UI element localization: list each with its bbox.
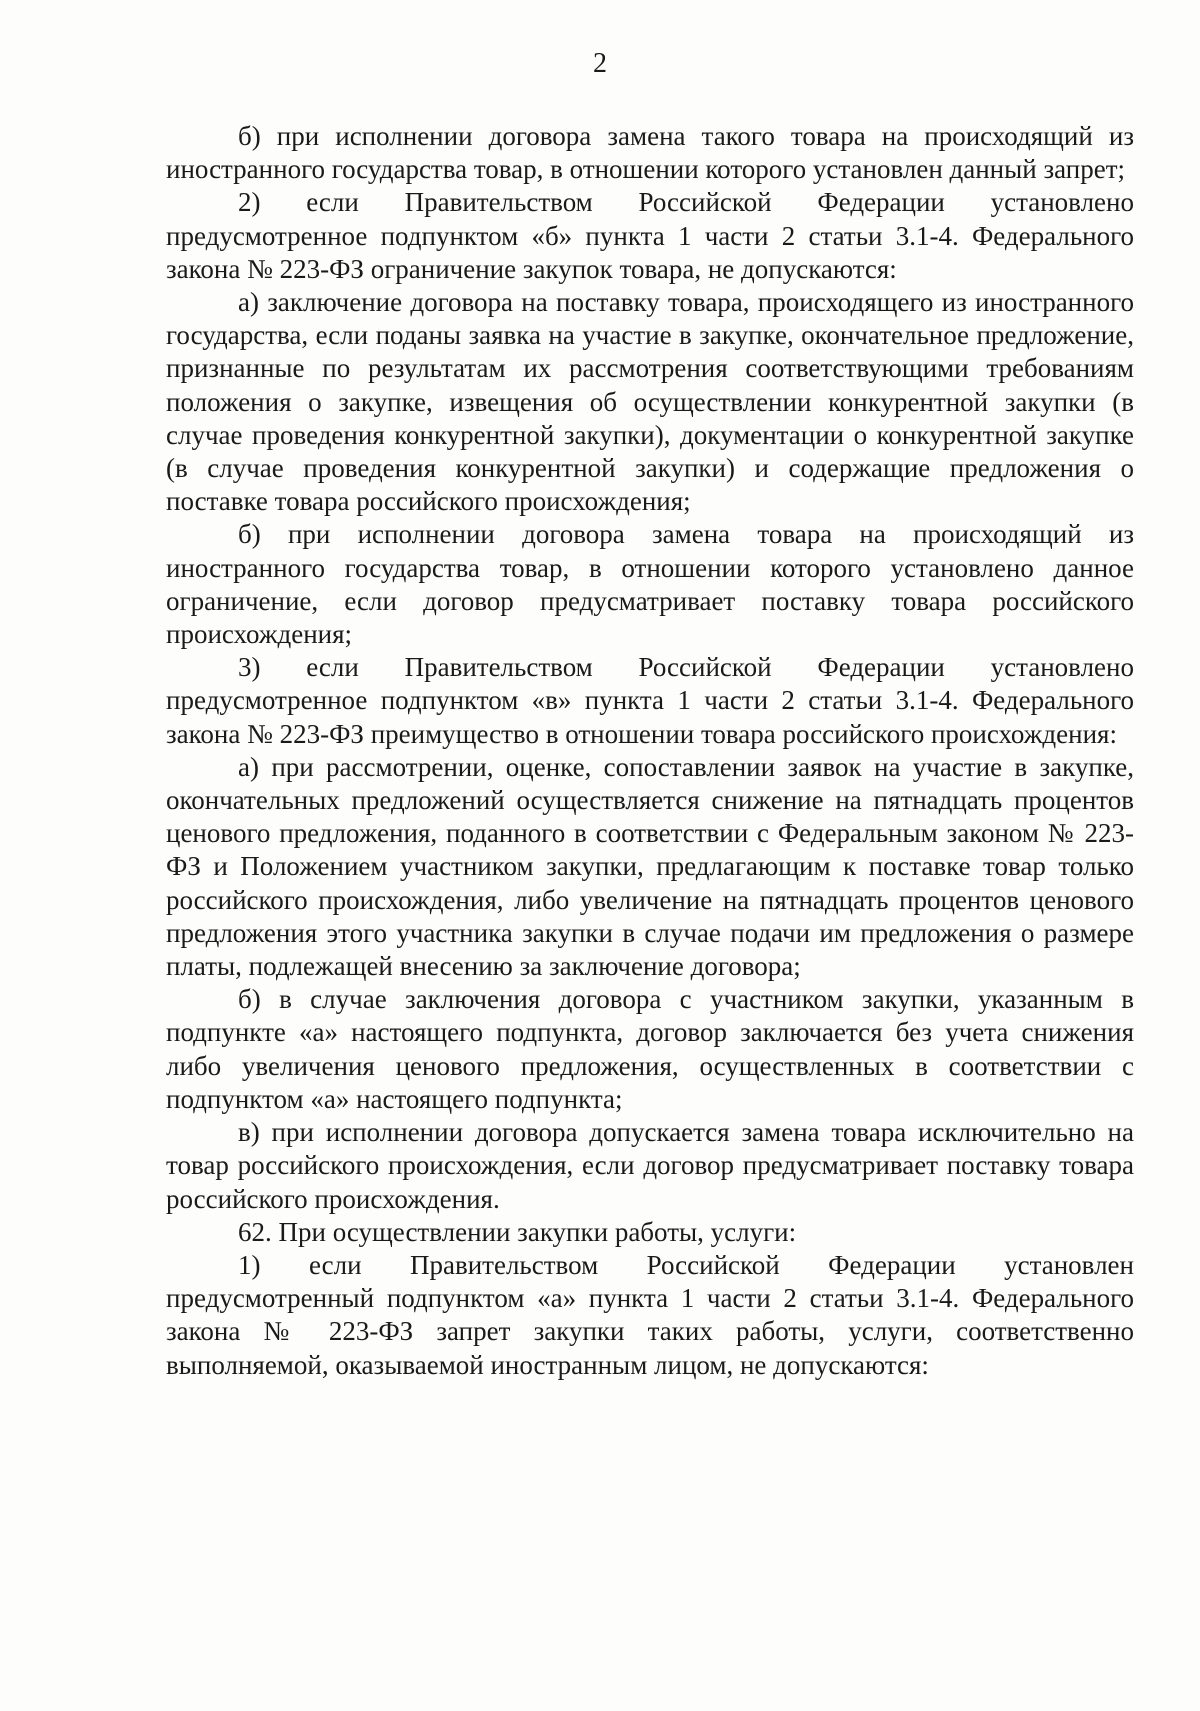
page-number: 2 xyxy=(593,48,607,79)
paragraph: б) при исполнении договора замена такого товара на происходящий из иностранного государства товар, в отношении которого установлен данный запрет; xyxy=(166,121,1134,185)
paragraph: б) при исполнении договора замена товара на происходящий из иностранного государства товар, в отношении которого установлено данное ограничение, если договор предусматривает поставку товара российского происхождения; xyxy=(166,519,1134,650)
document-body xyxy=(166,120,1134,1382)
paragraph: б) в случае заключения договора с участником закупки, указанным в подпункте «а» настоящего подпункта, договор заключается без учета снижения либо увеличения ценового предложения, осуществленных в соответствии с подпунктом «а» настоящего подпункта; xyxy=(166,984,1134,1114)
paragraph: а) при рассмотрении, оценке, сопоставлении заявок на участие в закупке, окончательных предложений осуществляется снижение на пятнадцать процентов ценового предложения, поданного в соответствии с Федеральным законом № 223-ФЗ и Положением участником закупки, предлагающим к поставке товар только российского происхождения, либо увеличение на пятнадцать процентов ценового предложения этого участника закупки в случае подачи им предложения о размере платы, подлежащей внесению за заключение договора; xyxy=(166,751,1134,982)
paragraph: 1) если Правительством Российской Федерации установлен предусмотренный подпунктом «а» пункта 1 части 2 статьи 3.1-4. Федерального закона № 223-ФЗ запрет закупки таких работы, услуги, соответственно выполняемой, оказываемой иностранным лицом, не допускаются: xyxy=(166,1249,1134,1380)
paragraph: 3) если Правительством Российской Федерации установлено предусмотренное подпунктом «в» пункта 1 части 2 статьи 3.1-4. Федерального закона № 223-ФЗ преимущество в отношении товара российского происхождения: xyxy=(166,652,1134,749)
paragraph: 2) если Правительством Российской Федерации установлено предусмотренное подпунктом «б» пункта 1 части 2 статьи 3.1-4. Федерального закона № 223-ФЗ ограничение закупок товара, не допускаются: xyxy=(166,187,1134,284)
paragraph: в) при исполнении договора допускается замена товара исключительно на товар российского происхождения, если договор предусматривает поставку товара российского происхождения. xyxy=(166,1117,1134,1214)
paragraph: 62. При осуществлении закупки работы, услуги: xyxy=(238,1216,797,1247)
paragraph: а) заключение договора на поставку товара, происходящего из иностранного государства, если поданы заявка на участие в закупке, окончательное предложение, признанные по результатам их рассмотрения соответствующими требованиям положения о закупке, извещения об осуществлении конкурентной закупки (в случае проведения конкурентной закупки), документации о конкурентной закупке (в случае проведения конкурентной закупки) и содержащие предложения о поставке товара российского происхождения; xyxy=(166,287,1134,517)
